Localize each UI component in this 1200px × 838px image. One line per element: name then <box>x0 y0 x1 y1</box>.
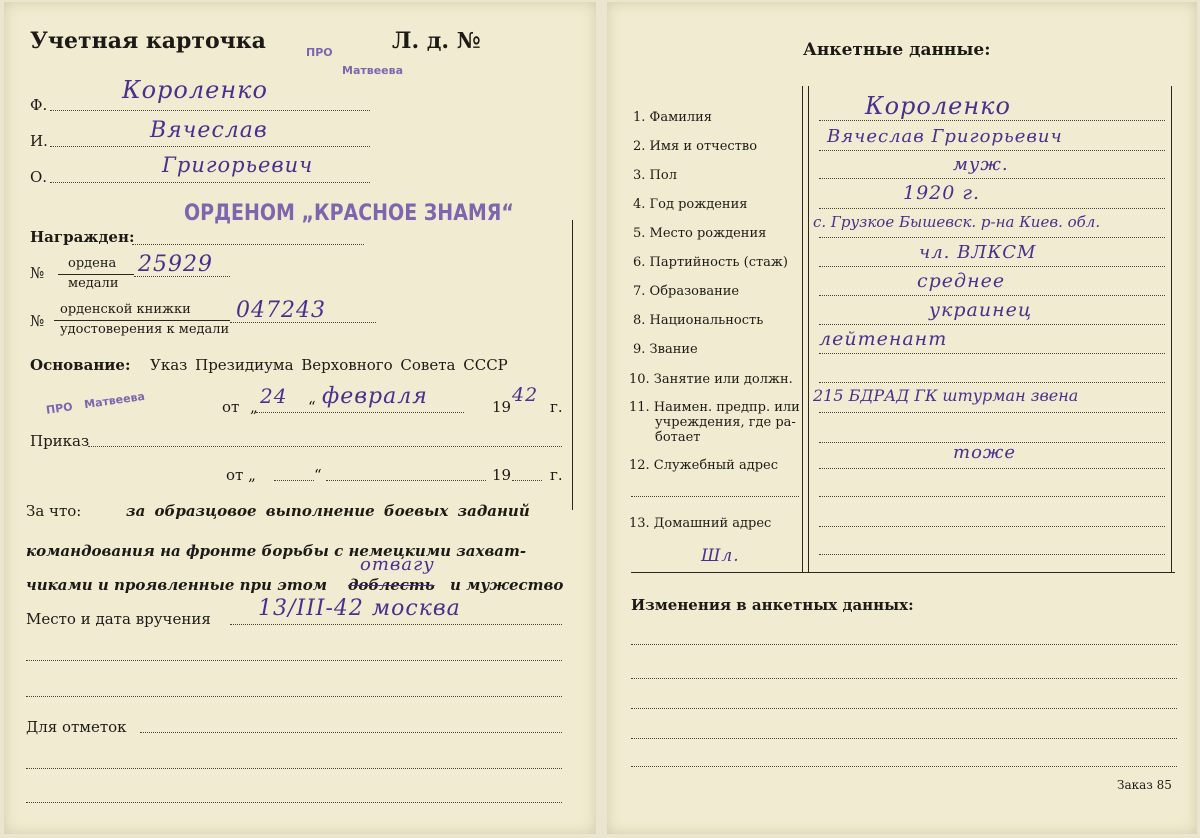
decree-line <box>88 446 562 447</box>
presentation-place-handwritten: 13/III-42 москва <box>258 596 461 621</box>
row-employer-label-3: ботает <box>655 430 701 445</box>
row-party-line <box>819 266 1165 267</box>
notes-line-2 <box>26 768 562 769</box>
row-employer-label: 11. Наимен. предпр. или <box>629 400 800 415</box>
card-title: Учетная карточка <box>30 28 266 54</box>
archive-stamp-mid-name: Матвеева <box>83 389 146 412</box>
label-column-rule-2 <box>808 86 809 572</box>
decree-label: Приказ <box>30 432 90 450</box>
surname-handwritten: Короленко <box>122 76 268 104</box>
basis-year-handwritten: 42 <box>512 384 539 406</box>
awarded-line <box>132 244 364 245</box>
order-label: ордена <box>68 256 117 271</box>
row-workaddress-label: 12. Служебный адрес <box>629 458 778 473</box>
patronymic-line <box>50 182 370 183</box>
changes-line-2 <box>631 678 1177 679</box>
decree-day-line <box>274 480 314 481</box>
row-party-label: 6. Партийность (стаж) <box>633 255 788 270</box>
presentation-place-line <box>230 624 562 625</box>
name-handwritten: Вячеслав <box>150 118 268 143</box>
changes-line-1 <box>631 644 1177 645</box>
row-workaddress-extra-right <box>819 496 1165 497</box>
basis-quote-open: „ <box>250 398 258 416</box>
decree-date-from: от „ <box>226 466 256 484</box>
row-workaddress-value: тоже <box>953 442 1017 463</box>
row-sex-value: муж. <box>953 154 1009 175</box>
patronymic-handwritten: Григорьевич <box>162 153 314 177</box>
row-education-line <box>819 295 1165 296</box>
changes-line-4 <box>631 738 1177 739</box>
row-employer-line <box>819 412 1165 413</box>
row-homeaddress-line-2 <box>819 554 1165 555</box>
row-workaddress-extra-left <box>631 496 799 497</box>
archive-stamp-mid: ПРО <box>45 400 74 417</box>
row-party-value: чл. ВЛКСМ <box>919 242 1037 263</box>
order-medal-divider <box>58 274 134 275</box>
clerk-initials-handwritten: Шл. <box>701 546 740 566</box>
row-education-label: 7. Образование <box>633 284 740 299</box>
row-homeaddress-line <box>819 526 1165 527</box>
personal-file-number-label: Л. д. № <box>392 28 481 54</box>
decree-year-line <box>512 480 542 481</box>
value-column-rule <box>1171 86 1172 572</box>
row-nationality-line <box>819 324 1165 325</box>
row-surname-label: 1. Фамилия <box>633 110 712 125</box>
basis-date-line <box>256 412 464 413</box>
award-card-left-page <box>4 2 596 834</box>
row-education-value: среднее <box>917 270 1006 292</box>
notes-label: Для отметок <box>26 718 127 736</box>
row-occupation-label: 10. Занятие или должн. <box>629 372 793 387</box>
awarded-label: Награжден: <box>30 228 135 246</box>
basis-day-handwritten: 24 <box>260 384 288 408</box>
medal-label: медали <box>68 276 119 291</box>
order-stamp: ОРДЕНОМ „КРАСНОЕ ЗНАМЯ“ <box>184 200 514 226</box>
row-birthyear-line <box>819 208 1165 209</box>
row-nationality-label: 8. Национальность <box>633 313 764 328</box>
row-name-line <box>819 150 1165 151</box>
row-birthplace-value: с. Грузкое Бышевск. р-на Киев. обл. <box>813 213 1101 231</box>
questionnaire-right-page <box>607 2 1197 834</box>
reason-line-2: командования на фронте борьбы с немецкими захват- <box>26 542 527 560</box>
changes-line-5 <box>631 766 1177 767</box>
row-rank-label: 9. Звание <box>633 342 698 357</box>
blank-line-1 <box>26 660 562 661</box>
book-number-handwritten: 047243 <box>236 298 326 323</box>
number-symbol-2: № <box>30 312 45 330</box>
reason-struck-word: доблесть <box>348 576 435 594</box>
notes-line-1 <box>140 732 562 733</box>
basis-date-from: от <box>222 398 240 416</box>
row-sex-label: 3. Пол <box>633 168 677 183</box>
row-workaddress-line <box>819 468 1165 469</box>
reason-insert-handwritten: отвагу <box>360 554 435 575</box>
decree-month-line <box>326 480 486 481</box>
surname-label: Ф. <box>30 96 48 114</box>
print-order-number: Заказ 85 <box>1117 778 1172 792</box>
number-symbol: № <box>30 264 45 282</box>
row-employer-value: 215 БДРАД ГК штурман звена <box>813 386 1079 405</box>
basis-label: Основание: <box>30 356 131 374</box>
basis-quote-close: “ <box>308 398 316 416</box>
questionnaire-title: Анкетные данные: <box>803 40 991 60</box>
reason-line-1: за образцовое выполнение боевых заданий <box>126 502 530 520</box>
surname-line <box>50 110 370 111</box>
row-rank-line <box>819 353 1165 354</box>
book-cert-divider <box>54 320 230 321</box>
row-name-value: Вячеслав Григорьевич <box>827 126 1063 147</box>
row-surname-value: Короленко <box>865 92 1011 120</box>
label-column-rule <box>802 86 803 572</box>
presentation-place-label: Место и дата вручения <box>26 610 211 628</box>
decree-year-prefix: 19 <box>492 466 512 484</box>
row-birthplace-label: 5. Место рождения <box>633 226 767 241</box>
basis-year-prefix: 19 <box>492 398 512 416</box>
decree-quote-close: “ <box>314 466 322 484</box>
basis-year-g: г. <box>550 398 563 416</box>
order-number-handwritten: 25929 <box>138 252 213 277</box>
name-label: И. <box>30 132 48 150</box>
changes-title: Изменения в анкетных данных: <box>631 596 914 614</box>
row-homeaddress-label: 13. Домашний адрес <box>629 516 772 531</box>
basis-text: Указ Президиума Верховного Совета СССР <box>150 356 508 374</box>
row-birthyear-label: 4. Год рождения <box>633 197 748 212</box>
medal-certificate-label: удостоверения к медали <box>60 322 230 337</box>
changes-line-3 <box>631 708 1177 709</box>
blank-line-2 <box>26 696 562 697</box>
row-birthyear-value: 1920 г. <box>903 182 981 204</box>
table-bottom-rule <box>631 572 1175 573</box>
decree-year-g: г. <box>550 466 563 484</box>
row-surname-line <box>819 120 1165 121</box>
archive-stamp-top-name: Матвеева <box>342 64 404 77</box>
right-border-rule <box>572 220 573 510</box>
reason-line-3b: и мужество <box>450 576 564 594</box>
row-birthplace-line <box>819 237 1165 238</box>
reason-line-3a: чиками и проявленные при этом <box>26 576 327 594</box>
row-sex-line <box>819 178 1165 179</box>
notes-line-3 <box>26 802 562 803</box>
reason-label: За что: <box>26 502 82 520</box>
name-line <box>50 146 370 147</box>
row-occupation-line <box>819 382 1165 383</box>
row-name-label: 2. Имя и отчество <box>633 139 758 154</box>
patronymic-label: О. <box>30 168 48 186</box>
row-nationality-value: украинец <box>929 299 1033 321</box>
row-employer-label-2: учреждения, где ра- <box>655 415 796 430</box>
archive-stamp-top: ПРО <box>306 46 333 59</box>
basis-month-handwritten: февраля <box>322 384 428 409</box>
order-book-label: орденской книжки <box>60 302 191 317</box>
row-rank-value: лейтенант <box>819 328 948 350</box>
